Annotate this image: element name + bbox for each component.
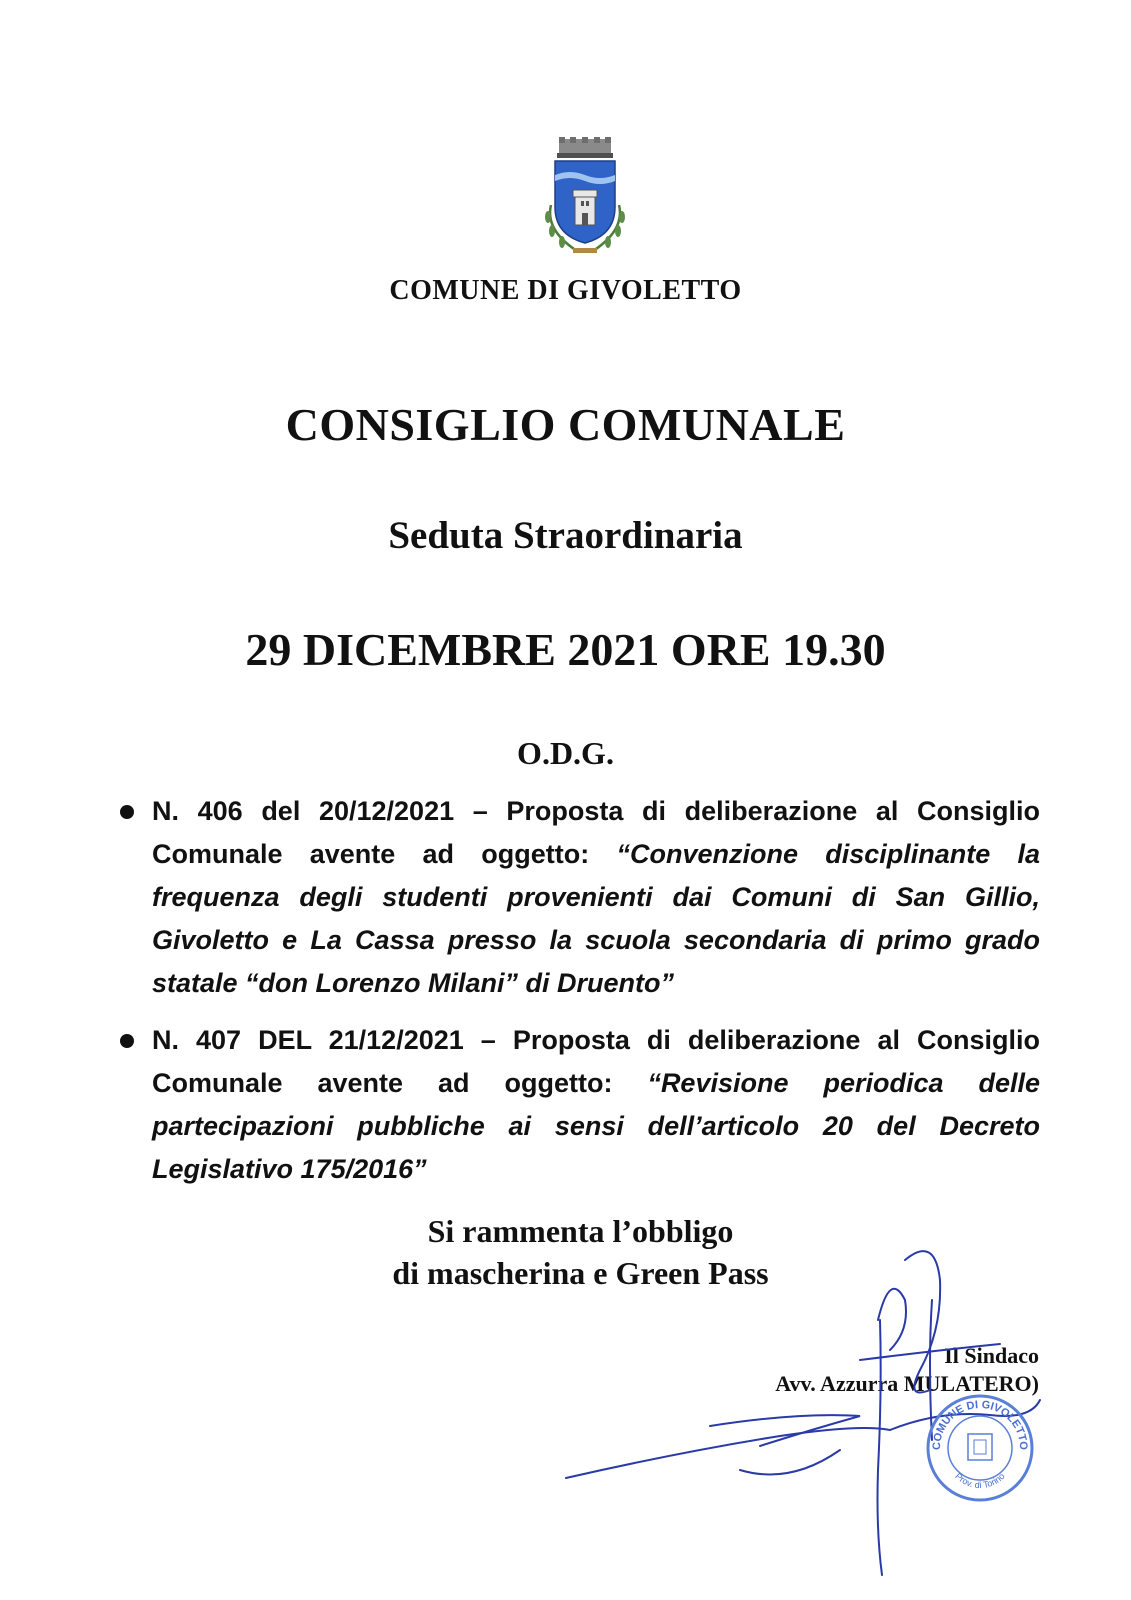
signer-title: Il Sindaco xyxy=(944,1343,1039,1368)
svg-text:COMUNE DI GIVOLETTO xyxy=(931,1399,1029,1451)
reminder-line-2: di mascherina e Green Pass xyxy=(392,1255,769,1291)
bullet-icon xyxy=(120,1034,134,1048)
agenda-item-subject: “Convenzione disciplinante la frequenza degli studenti provenienti dai Comuni di San Gillio, Givoletto e La Cassa presso la scuola secondaria di primo grado statale “don Lorenzo Milani” di Druento” xyxy=(152,839,1040,998)
agenda-label: O.D.G. xyxy=(517,735,614,771)
session-type: Seduta Straordinaria xyxy=(388,514,743,557)
session-datetime: 29 DICEMBRE 2021 ORE 19.30 xyxy=(245,624,886,675)
municipality-name: COMUNE DI GIVOLETTO xyxy=(389,275,742,306)
reminder-line-1: Si rammenta l’obbligo xyxy=(427,1213,734,1249)
coat-of-arms-icon xyxy=(535,135,635,260)
agenda-item xyxy=(120,790,1040,1005)
agenda-item-reference: N. 407 DEL 21/12/2021 – Proposta di deliberazione al Consiglio Comunale avente ad oggetto: xyxy=(152,1025,1040,1098)
agenda-item-reference: N. 406 del 20/12/2021 – Proposta di deliberazione al Consiglio Comunale avente ad oggetto: xyxy=(152,796,1040,869)
seal-bottom-text: Prov. di Torino xyxy=(953,1471,1007,1491)
reminder-note xyxy=(0,1210,1131,1294)
document-title: CONSIGLIO COMUNALE xyxy=(285,399,846,450)
bullet-icon xyxy=(120,805,134,819)
agenda-item-subject: “Revisione periodica delle partecipazioni pubbliche ai sensi dell’articolo 20 del Decreto Legislativo 175/2016” xyxy=(152,1068,1040,1184)
seal-top-text: COMUNE DI GIVOLETTO xyxy=(930,1398,1030,1451)
municipal-seal-icon xyxy=(924,1392,1036,1504)
agenda-list xyxy=(120,790,1040,1205)
svg-text:Prov. di Torino xyxy=(953,1471,1006,1490)
signer-name: Avv. Azzurra MULATERO) xyxy=(775,1371,1039,1396)
agenda-item xyxy=(120,1019,1040,1191)
